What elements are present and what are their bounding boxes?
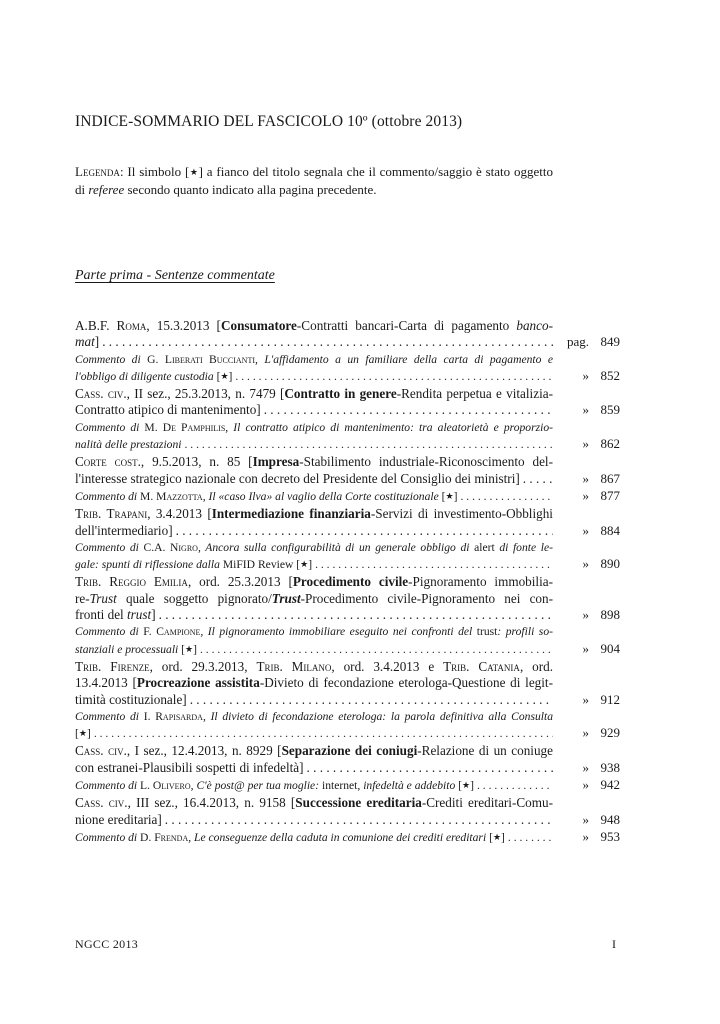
court-name: Trib. Trapani [75, 506, 148, 522]
footer-journal: NGCC 2013 [75, 937, 139, 951]
toc-entry[interactable]: Trib. Trapani, 3.4.2013 [Intermediazione finanziaria-Servizi di investimento-Obblighi dell'intermediario] . . . » 884 [75, 506, 620, 539]
leader-dots [173, 523, 553, 539]
page-number: 938 [600, 759, 620, 775]
toc-comment[interactable]: Commento di M. De Pamphilis, Il contratto atipico di mantenimento: tra aleatorietà e proporzio- nalità delle prestazioni . . . » 862 [75, 420, 620, 454]
entry-subject: Trust [271, 590, 301, 606]
page-title: INDICE-SOMMARIO DEL FASCICOLO 10º (ottobre 2013) [75, 113, 463, 130]
page-ref: » 942 [582, 777, 620, 793]
toc-comment[interactable]: Commento di F. Campione, Il pignoramento immobiliare eseguito nei confronti del trust: profili so- stanziali e processuali [★] . . . » 904 [75, 624, 620, 658]
author-name: C.A. Nigro [138, 540, 198, 554]
leader-dots [156, 607, 553, 623]
author-name: L. Olivero [137, 779, 191, 793]
toc-entry[interactable]: Cass. civ., III sez., 16.4.2013, n. 9158 [Successione ereditaria-Crediti ereditari-Comu- nione ereditaria] . . . » 948 [75, 795, 620, 828]
court-name: Trib. Milano [256, 658, 332, 674]
page-number: 953 [600, 828, 620, 844]
court-name: Trib. Reggio Emilia [75, 574, 188, 590]
toc-entry[interactable]: Cass. civ., II sez., 25.3.2013, n. 7479 [Contratto in genere-Rendita perpetua e vitalizia- Contratto atipico di mantenimento] . . . » 859 [75, 386, 620, 419]
page-ref: » 898 [582, 607, 620, 623]
leader-dots [505, 830, 553, 846]
court-name: A.B.F. Roma [75, 318, 147, 333]
leader-dots [520, 471, 553, 487]
toc-comment[interactable]: Commento di I. Rapisarda, Il divieto di fecondazione eterologa: la parola definitiva alla Consulta [★] . . . » 929 [75, 709, 620, 743]
author-name: M. Mazzotta [137, 489, 203, 503]
entry-subject: Separazione dei coniugi [281, 743, 418, 759]
leader-dots [312, 557, 553, 573]
page-ref: » 938 [582, 759, 620, 775]
page-number: 849 [600, 334, 620, 350]
page-number: 942 [600, 777, 620, 793]
page-ref: » 862 [582, 436, 620, 452]
page-number: 867 [600, 470, 620, 486]
page-number: 877 [600, 487, 620, 503]
leader-dots [99, 334, 553, 350]
leader-dots [232, 369, 553, 385]
author-name: I. Rapisarda [138, 709, 203, 723]
page-ref: » 890 [582, 556, 620, 572]
toc-entry[interactable]: Trib. Reggio Emilia, ord. 25.3.2013 [Procedimento civile-Pignoramento immobilia- re-Trust quale soggetto pignorato/Trust-Procedimento civile-Pignoramento nei con- fronti del trust] . . . » 898 [75, 574, 620, 623]
leader-dots [181, 437, 553, 453]
leader-dots [304, 760, 553, 776]
leader-dots [474, 778, 553, 794]
page-ref: » 884 [582, 522, 620, 538]
page-ref: pag. 849 [566, 334, 620, 350]
star-icon: ★ [445, 490, 454, 501]
leader-dots [197, 642, 553, 658]
court-name: Cass. civ. [75, 743, 127, 759]
court-name: Trib. Firenze [75, 658, 150, 674]
page-ref: » 877 [582, 487, 620, 503]
entry-subject: Successione ereditaria [295, 795, 422, 811]
page-ref: » 948 [582, 811, 620, 827]
author-name: D. Frenda [137, 830, 189, 844]
footer-page-number: I [612, 937, 616, 951]
star-icon: ★ [462, 780, 471, 791]
page-number: 890 [600, 556, 620, 572]
page-number: 862 [600, 436, 620, 452]
entry-subject: Procedimento civile [292, 574, 409, 590]
entry-subject: Consumatore [220, 318, 297, 333]
author-name: M. De Pamphilis [139, 420, 226, 434]
toc-comment[interactable]: Commento di M. Mazzotta, Il «caso Ilva» al vaglio della Corte costituzionale [★] . . . » 877 [75, 488, 620, 505]
page-number: 852 [600, 367, 620, 383]
court-name: Cass. civ. [75, 795, 128, 811]
page-ref: » 859 [582, 402, 620, 418]
page-number: 898 [600, 607, 620, 623]
page-number: 929 [600, 725, 620, 741]
toc-entry[interactable]: Cass. civ., I sez., 12.4.2013, n. 8929 [Separazione dei coniugi-Relazione di un coniuge con estranei-Plausibili sospetti di infedeltà] . . . » 938 [75, 743, 620, 776]
page-number: 859 [600, 402, 620, 418]
star-icon: ★ [185, 643, 194, 654]
legend: Legenda: Il simbolo [★] a fianco del titolo segnala che il commento/saggio è stato oggetto di referee secondo quanto indicato alla pagina precedente. [75, 164, 553, 197]
legend-label: Legenda [75, 164, 120, 179]
star-icon: ★ [220, 370, 229, 381]
entry-subject: Impresa [252, 454, 300, 470]
author-name: G. Liberati Buccianti [140, 352, 255, 366]
leader-dots [91, 726, 553, 742]
entry-subject: Contratto in genere [284, 386, 397, 402]
toc-comment[interactable]: Commento di C.A. Nigro, Ancora sulla configurabilità di un generale obbligo di alert di fonte le- gale: spunti di riflessione dalla MiFID Review [★] . . . » 890 [75, 540, 620, 574]
table-of-contents [75, 318, 620, 847]
page-number: 948 [600, 811, 620, 827]
entry-subject: Procreazione assistita [136, 675, 260, 691]
page-ref: » 953 [582, 828, 620, 844]
leader-dots [457, 489, 553, 505]
star-icon: ★ [300, 559, 309, 570]
court-name: Corte cost. [75, 454, 141, 470]
court-name: Trib. Catania [443, 658, 520, 674]
section-title: Parte prima - Sentenze commentate [75, 268, 275, 283]
author-name: F. Campione [138, 625, 201, 639]
leader-dots [261, 402, 553, 418]
page-ref: » 912 [582, 691, 620, 707]
page-ref: » 929 [582, 725, 620, 741]
toc-comment[interactable]: Commento di G. Liberati Buccianti, L'affidamento a un familiare della carta di pagamento e l'obbligo di diligente custodia [★] . . . » 852 [75, 352, 620, 386]
toc-entry[interactable]: Trib. Firenze, ord. 29.3.2013, Trib. Milano, ord. 3.4.2013 e Trib. Catania, ord. 13.4.2013 [Procreazione assistita-Divieto di fecondazione eterologa-Questione di legit- timità costituzionale] . . . » 912 [75, 659, 620, 708]
leader-dots [162, 812, 553, 828]
page-number: 912 [600, 691, 620, 707]
court-name: Cass. civ. [75, 386, 127, 402]
toc-entry[interactable]: Corte cost., 9.5.2013, n. 85 [Impresa-Stabilimento industriale-Riconoscimento del- l'interesse strategico nazionale con decreto del Presidente del Consiglio dei ministri] . . . » 867 [75, 454, 620, 487]
leader-dots [187, 692, 553, 708]
page-ref: » 904 [582, 640, 620, 656]
toc-entry[interactable]: A.B.F. Roma, 15.3.2013 [Consumatore-Contratti bancari-Carta di pagamento banco- mat] . . . pag. 849 [75, 318, 620, 351]
star-icon: ★ [78, 728, 87, 739]
toc-comment[interactable]: Commento di D. Frenda, Le conseguenze della caduta in comunione dei crediti ereditari [★] . . . » 953 [75, 829, 620, 846]
page-ref: » 867 [582, 470, 620, 486]
page-number: 884 [600, 522, 620, 538]
star-icon: ★ [492, 831, 502, 842]
page-number: 904 [600, 640, 620, 656]
star-icon: ★ [189, 167, 199, 177]
toc-comment[interactable]: Commento di L. Olivero, C'è post@ per tua moglie: internet, infedeltà e addebito [★] . . . » 942 [75, 777, 620, 794]
entry-subject: Intermediazione finanziaria [211, 506, 371, 522]
page-ref: » 852 [582, 367, 620, 383]
